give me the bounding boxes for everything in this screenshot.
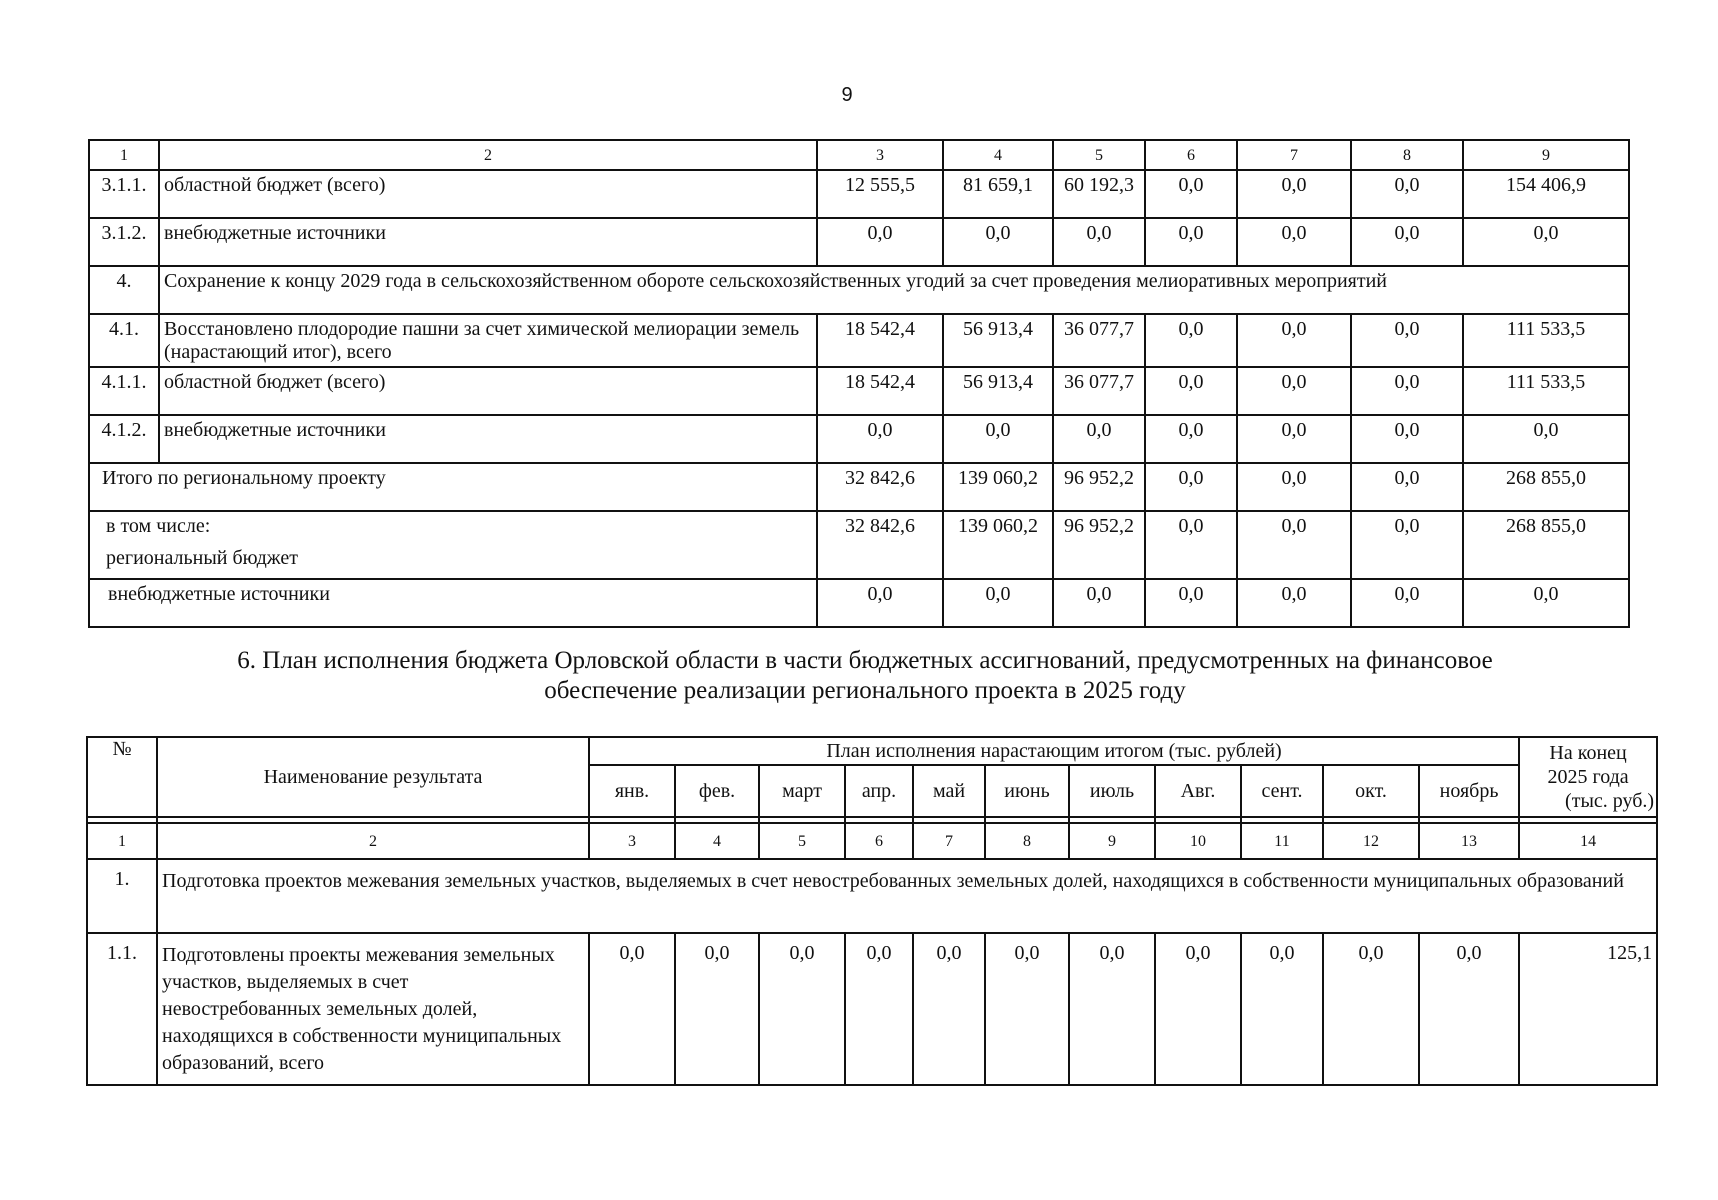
header-end bbox=[1519, 737, 1657, 817]
cell-value: 0,0 bbox=[1351, 367, 1463, 415]
month-value: 0,0 bbox=[913, 933, 985, 1085]
month-value: 0,0 bbox=[1155, 933, 1241, 1085]
cell-value: 0,0 bbox=[1237, 579, 1351, 627]
section-text: Сохранение к концу 2029 года в сельскохозяйственном обороте сельскохозяйственных угодий за счет проведения мелиоративных мероприятий bbox=[159, 266, 1629, 314]
section-number: 4. bbox=[89, 266, 159, 314]
result-name: Подготовлены проекты межевания земельных участков, выделяемых в счет невостребованных земельных долей, находящихся в собственности муниципальных образований, всего bbox=[157, 933, 589, 1085]
month-header: май bbox=[913, 765, 985, 817]
cell-value: 56 913,4 bbox=[943, 367, 1053, 415]
header-no: № bbox=[87, 737, 157, 817]
end-year-value: 125,1 bbox=[1519, 933, 1657, 1085]
cell-value: 12 555,5 bbox=[817, 170, 943, 218]
month-header: окт. bbox=[1323, 765, 1419, 817]
cell-value: 60 192,3 bbox=[1053, 170, 1145, 218]
row-name: областной бюджет (всего) bbox=[159, 367, 817, 415]
section-number: 1. bbox=[87, 859, 157, 933]
cell-value: 0,0 bbox=[817, 579, 943, 627]
month-value: 0,0 bbox=[589, 933, 675, 1085]
cell-value: 139 060,2 bbox=[943, 511, 1053, 579]
result-number: 1.1. bbox=[87, 933, 157, 1085]
cell-value: 0,0 bbox=[1351, 511, 1463, 579]
section-row bbox=[89, 266, 1629, 314]
header-cell: 3 bbox=[817, 140, 943, 170]
cell-value: 0,0 bbox=[1351, 463, 1463, 511]
extra-label: внебюджетные источники bbox=[89, 579, 817, 627]
cell-value: 0,0 bbox=[1145, 314, 1237, 367]
table-row bbox=[89, 170, 1629, 218]
month-header: апр. bbox=[845, 765, 913, 817]
cell-value: 0,0 bbox=[817, 415, 943, 463]
cell-value: 0,0 bbox=[1145, 463, 1237, 511]
header-end-line3: (тыс. руб.) bbox=[1565, 790, 1655, 812]
cell-value: 32 842,6 bbox=[817, 463, 943, 511]
cell-value: 0,0 bbox=[1053, 218, 1145, 266]
row-name: Восстановлено плодородие пашни за счет химической мелиорации земель (нарастающий итог), всего bbox=[159, 314, 817, 367]
row-name: внебюджетные источники bbox=[159, 415, 817, 463]
column-number: 1 bbox=[87, 823, 157, 859]
table-row bbox=[89, 314, 1629, 367]
cell-value: 0,0 bbox=[1145, 170, 1237, 218]
month-value: 0,0 bbox=[675, 933, 759, 1085]
month-value: 0,0 bbox=[985, 933, 1069, 1085]
header-cell: 1 bbox=[89, 140, 159, 170]
budget-plan-table bbox=[86, 736, 1658, 1086]
header-plan: План исполнения нарастающим итогом (тыс. рублей) bbox=[589, 737, 1519, 765]
cell-value: 0,0 bbox=[1463, 415, 1629, 463]
column-number: 7 bbox=[913, 823, 985, 859]
cell-value: 0,0 bbox=[943, 218, 1053, 266]
cell-value: 268 855,0 bbox=[1463, 511, 1629, 579]
cell-value: 0,0 bbox=[1351, 415, 1463, 463]
column-number: 2 bbox=[157, 823, 589, 859]
cell-value: 36 077,7 bbox=[1053, 367, 1145, 415]
cell-value: 0,0 bbox=[1351, 314, 1463, 367]
section-title bbox=[130, 646, 1600, 706]
month-value: 0,0 bbox=[1323, 933, 1419, 1085]
header-end-line2: 2025 года bbox=[1547, 766, 1629, 788]
cell-value: 32 842,6 bbox=[817, 511, 943, 579]
column-number: 9 bbox=[1069, 823, 1155, 859]
section-text: Подготовка проектов межевания земельных участков, выделяемых в счет невостребованных земельных долей, находящихся в собственности муниципальных образований bbox=[157, 859, 1657, 933]
cell-value: 0,0 bbox=[1145, 415, 1237, 463]
cell-value: 268 855,0 bbox=[1463, 463, 1629, 511]
including-line2: региональный бюджет bbox=[106, 547, 298, 569]
column-number: 12 bbox=[1323, 823, 1419, 859]
total-row bbox=[89, 463, 1629, 511]
table-header-row bbox=[89, 140, 1629, 170]
row-number: 4.1.1. bbox=[89, 367, 159, 415]
cell-value: 0,0 bbox=[1053, 579, 1145, 627]
cell-value: 0,0 bbox=[1237, 511, 1351, 579]
including-row bbox=[89, 511, 1629, 579]
column-number: 4 bbox=[675, 823, 759, 859]
total-label: Итого по региональному проекту bbox=[89, 463, 817, 511]
column-number: 6 bbox=[845, 823, 913, 859]
month-header: ноябрь bbox=[1419, 765, 1519, 817]
cell-value: 96 952,2 bbox=[1053, 511, 1145, 579]
month-header: июнь bbox=[985, 765, 1069, 817]
cell-value: 18 542,4 bbox=[817, 367, 943, 415]
cell-value: 139 060,2 bbox=[943, 463, 1053, 511]
month-value: 0,0 bbox=[1241, 933, 1323, 1085]
cell-value: 0,0 bbox=[1145, 511, 1237, 579]
month-value: 0,0 bbox=[845, 933, 913, 1085]
table-row bbox=[89, 415, 1629, 463]
cell-value: 0,0 bbox=[1237, 415, 1351, 463]
cell-value: 0,0 bbox=[1237, 170, 1351, 218]
table-row bbox=[89, 218, 1629, 266]
month-header: Авг. bbox=[1155, 765, 1241, 817]
header-cell: 6 bbox=[1145, 140, 1237, 170]
row-name: внебюджетные источники bbox=[159, 218, 817, 266]
month-value: 0,0 bbox=[759, 933, 845, 1085]
row-number: 4.1. bbox=[89, 314, 159, 367]
header-cell: 9 bbox=[1463, 140, 1629, 170]
row-number: 3.1.1. bbox=[89, 170, 159, 218]
cell-value: 0,0 bbox=[1237, 314, 1351, 367]
table-row bbox=[89, 367, 1629, 415]
budget-table-continued bbox=[88, 139, 1630, 628]
cell-value: 154 406,9 bbox=[1463, 170, 1629, 218]
month-value: 0,0 bbox=[1069, 933, 1155, 1085]
header-row-1 bbox=[87, 737, 1657, 765]
cell-value: 0,0 bbox=[1351, 218, 1463, 266]
cell-value: 56 913,4 bbox=[943, 314, 1053, 367]
including-label bbox=[89, 511, 817, 579]
cell-value: 111 533,5 bbox=[1463, 367, 1629, 415]
section-title-line1: 6. План исполнения бюджета Орловской области в части бюджетных ассигнований, предусмотренных на финансовое bbox=[237, 647, 1493, 674]
month-header: июль bbox=[1069, 765, 1155, 817]
cell-value: 0,0 bbox=[1351, 579, 1463, 627]
header-cell: 7 bbox=[1237, 140, 1351, 170]
column-number: 5 bbox=[759, 823, 845, 859]
row-name: областной бюджет (всего) bbox=[159, 170, 817, 218]
header-cell: 4 bbox=[943, 140, 1053, 170]
cell-value: 0,0 bbox=[1145, 218, 1237, 266]
section-title-line2: обеспечение реализации регионального проекта в 2025 году bbox=[544, 677, 1186, 704]
cell-value: 18 542,4 bbox=[817, 314, 943, 367]
column-number: 13 bbox=[1419, 823, 1519, 859]
cell-value: 0,0 bbox=[1145, 367, 1237, 415]
month-header: янв. bbox=[589, 765, 675, 817]
month-header: март bbox=[759, 765, 845, 817]
cell-value: 36 077,7 bbox=[1053, 314, 1145, 367]
cell-value: 0,0 bbox=[1463, 579, 1629, 627]
cell-value: 0,0 bbox=[1237, 218, 1351, 266]
month-value: 0,0 bbox=[1419, 933, 1519, 1085]
including-line1: в том числе: bbox=[106, 515, 211, 537]
cell-value: 0,0 bbox=[1351, 170, 1463, 218]
cell-value: 96 952,2 bbox=[1053, 463, 1145, 511]
month-header: сент. bbox=[1241, 765, 1323, 817]
result-row bbox=[87, 933, 1657, 1085]
column-number: 10 bbox=[1155, 823, 1241, 859]
extra-row bbox=[89, 579, 1629, 627]
cell-value: 111 533,5 bbox=[1463, 314, 1629, 367]
cell-value: 0,0 bbox=[1237, 463, 1351, 511]
cell-value: 0,0 bbox=[1145, 579, 1237, 627]
cell-value: 81 659,1 bbox=[943, 170, 1053, 218]
column-number: 11 bbox=[1241, 823, 1323, 859]
header-name: Наименование результата bbox=[157, 737, 589, 817]
column-number: 3 bbox=[589, 823, 675, 859]
column-number: 8 bbox=[985, 823, 1069, 859]
row-number: 4.1.2. bbox=[89, 415, 159, 463]
column-numbers-row bbox=[87, 823, 1657, 859]
column-number: 14 bbox=[1519, 823, 1657, 859]
row-number: 3.1.2. bbox=[89, 218, 159, 266]
cell-value: 0,0 bbox=[1463, 218, 1629, 266]
cell-value: 0,0 bbox=[943, 415, 1053, 463]
cell-value: 0,0 bbox=[817, 218, 943, 266]
page-number: 9 bbox=[841, 84, 853, 106]
header-cell: 5 bbox=[1053, 140, 1145, 170]
cell-value: 0,0 bbox=[943, 579, 1053, 627]
month-header: фев. bbox=[675, 765, 759, 817]
header-cell: 2 bbox=[159, 140, 817, 170]
cell-value: 0,0 bbox=[1237, 367, 1351, 415]
cell-value: 0,0 bbox=[1053, 415, 1145, 463]
header-cell: 8 bbox=[1351, 140, 1463, 170]
section-row bbox=[87, 859, 1657, 933]
header-end-line1: На конец bbox=[1549, 742, 1627, 764]
